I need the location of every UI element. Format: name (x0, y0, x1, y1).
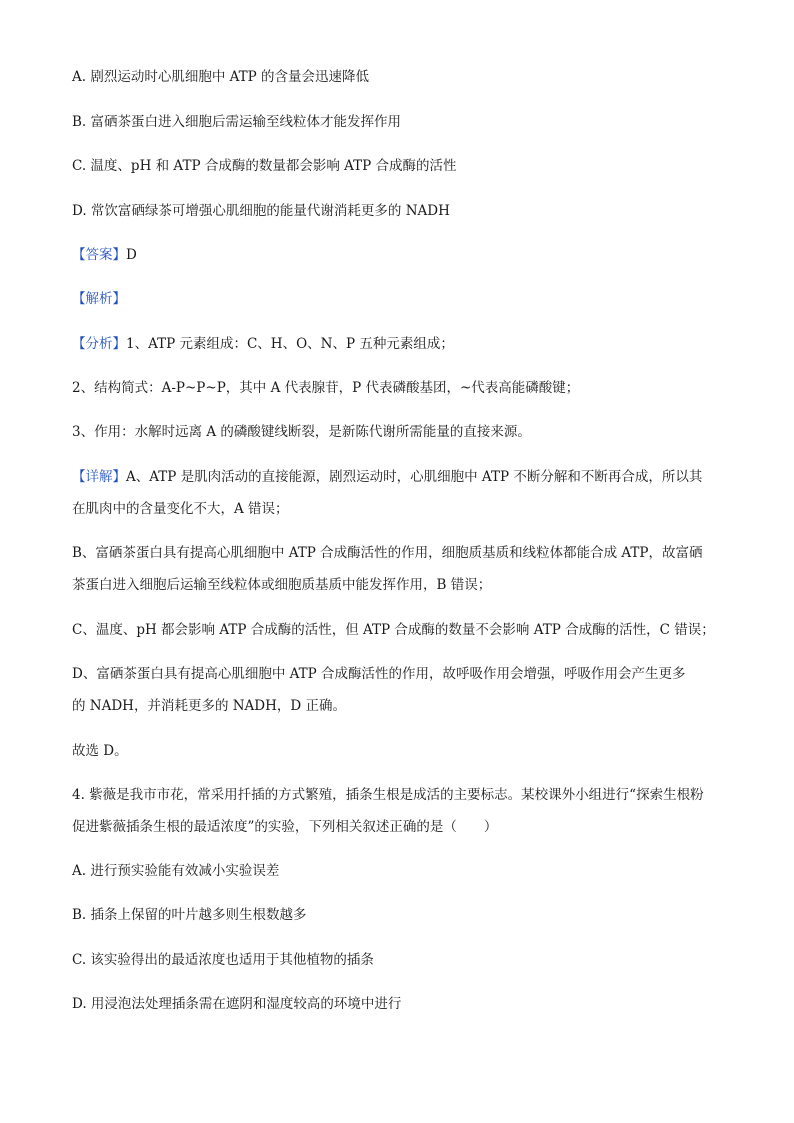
question-4-line-1: 4. 紫薇是我市市花，常采用扦插的方式繁殖，插条生根是成活的主要标志。某校课外小组进行“探索生根粉 (72, 787, 704, 803)
conclusion-line: 故选 D。 (72, 743, 128, 759)
detail-d-line-1: D、富硒茶蛋白具有提高心肌细胞中 ATP 合成酶活性的作用，故呼吸作用会增强，呼吸作用会产生更多 (72, 666, 686, 682)
detail-c-line: C、温度、pH 都会影响 ATP 合成酶的活性，但 ATP 合成酶的数量不会影响 ATP 合成酶的活性，C 错误； (72, 622, 715, 638)
analysis-heading (72, 289, 732, 309)
answer-value: D (126, 247, 137, 263)
answer-label: 【答案】 (72, 247, 126, 263)
question-4-line-2: 促进紫薇插条生根的最适浓度”的实验，下列相关叙述正确的是（ ） (72, 819, 498, 835)
detail-d-line-2: 的 NADH，并消耗更多的 NADH，D 正确。 (72, 698, 347, 714)
detail-b-line-2: 茶蛋白进入细胞后运输至线粒体或细胞质基质中能发挥作用，B 错误； (72, 577, 492, 593)
q4-option-a: A. 进行预实验能有效减小实验误差 (72, 863, 280, 879)
detail-b-line-1: B、富硒茶蛋白具有提高心肌细胞中 ATP 合成酶活性的作用，细胞质基质和线粒体都能合成 ATP，故富硒 (72, 545, 703, 561)
q4-option-c: C. 该实验得出的最适浓度也适用于其他植物的插条 (72, 952, 374, 968)
option-b: B. 富硒茶蛋白进入细胞后需运输至线粒体才能发挥作用 (72, 114, 402, 130)
analysis-point-1: 【分析】1、ATP 元素组成：C、H、O、N、P 五种元素组成； (72, 336, 454, 352)
detail-a-line-2: 在肌肉中的含量变化不大，A 错误； (72, 501, 289, 517)
q4-option-b: B. 插条上保留的叶片越多则生根数越多 (72, 907, 307, 923)
option-a: A. 剧烈运动时心肌细胞中 ATP 的含量会迅速降低 (72, 69, 370, 85)
analysis-point-3: 3、作用：水解时远离 A 的磷酸键线断裂，是新陈代谢所需能量的直接来源。 (72, 424, 531, 440)
option-c: C. 温度、pH 和 ATP 合成酶的数量都会影响 ATP 合成酶的活性 (72, 158, 457, 174)
detail-a-line-1: 【详解】A、ATP 是肌肉活动的直接能源，剧烈运动时，心肌细胞中 ATP 不断分解和不断再合成，所以其 (72, 469, 703, 485)
analysis-label: 【解析】 (72, 291, 126, 307)
analysis-point-2: 2、结构简式：A-P~P~P，其中 A 代表腺苷，P 代表磷酸基团，~代表高能磷酸键； (72, 380, 580, 396)
detail-label: 【详解】 (72, 469, 126, 485)
fenxi-label: 【分析】 (72, 336, 126, 352)
answer-line (72, 245, 732, 265)
q4-option-d: D. 用浸泡法处理插条需在遮阴和湿度较高的环境中进行 (72, 996, 402, 1012)
option-d: D. 常饮富硒绿茶可增强心肌细胞的能量代谢消耗更多的 NADH (72, 203, 450, 219)
